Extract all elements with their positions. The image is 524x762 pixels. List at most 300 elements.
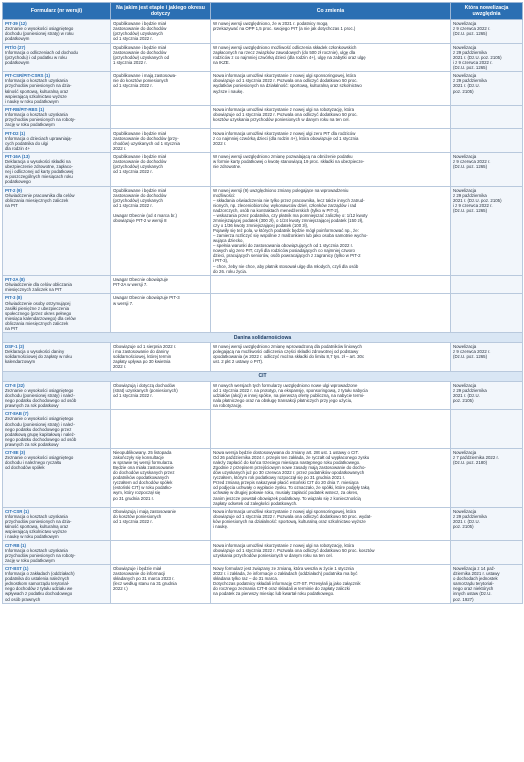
form-code: CIT-8 (32) [5,382,25,388]
form-description-line: Zeznanie o wysokości osiągniętego [5,455,74,461]
form-description [5,193,108,208]
stage-line: zastosowanie do dochodów [113,192,167,198]
change-line: W nowej wersji uwzględniono możliwość odliczenia składek członkowskich [213,44,357,50]
change-cell [211,381,451,410]
form-cell [3,410,111,449]
law-cell [451,152,523,186]
stage-cell [111,43,211,72]
stage-cell [111,343,211,372]
form-description-line: od dochodów spółek [5,465,45,471]
form-description-line: Oświadczenie pracownika dla celów [5,192,75,198]
table-row [3,43,523,72]
form-description-line: prawnych za rok podatkowy [5,402,59,408]
change-line: Nowa informacja umożliwi skorzystanie z nowej ulgi zero PIT dla rodziców [213,130,356,136]
stage-line: Opublikowane i będzie miał [113,130,166,136]
stage-line: (estoński CIT) w roku podatko- [113,485,173,491]
change-cell [211,410,451,449]
stage-line: Opublikowane i mają zastosowa- [113,73,177,79]
stage-cell [111,294,211,333]
stage-line: składanych po 31 marca 2023 r. [113,576,175,582]
stage-line: od 1 stycznia 2022 r. [113,83,153,89]
law-line: (Dz.U. poz. 2180) [453,460,488,466]
change-cell [211,565,451,604]
header-stage: Na jakim jest etapie i jakiego okresu dotyczy [111,3,211,20]
form-code: PIT-D2 (1) [5,130,26,136]
table-row [3,410,523,449]
law-line: z 29 października [453,49,487,55]
table-row [3,186,523,275]
stage-line: Obowiązują i mają zastosowanie [113,509,177,514]
change-line: na robotyzację. [213,402,243,408]
form-description-line: Deklaracja o wysokości składki na [5,159,71,165]
change-line: – chce, żeby nie chce, aby płatnik stosował ulgę dla młodych, czyli dla osób [213,263,359,269]
stage-line: solidarnościowej, której termin [113,354,172,360]
change-line: Zgodnie z przepisem przejściowym nowe zasady mają zastosowanie do docho- [213,465,366,471]
table-row [3,275,523,294]
form-description-line: nego podatku dochodowego od osób [5,436,77,442]
change-line: ryczałtem, którym rok podatkowy rozpoczął się po 31 grudnia 2021 r. [213,475,346,481]
change-line: obowiązuje od 1 stycznia 2022 r. Pozwala ona odliczyć dodatkowo 50 proc. kosztów [213,547,375,553]
change-line: 2022 r. [213,140,227,146]
stage-cell [111,507,211,541]
section-header-row [3,333,523,343]
form-description-line: nej i odliczonej od karty podatkowej [5,169,74,175]
stage-line: od 1 stycznia 2022 r. [113,519,153,525]
form-description-line: podatkową grupę kapitałową i należ- [5,431,76,437]
header-form: Formularz (nr wersji) [3,3,111,20]
change-cell [211,507,451,541]
law-line: poz. 1927) [453,596,474,602]
change-line: – spełnia warunki do zastosowania obowiązujących od 1 stycznia 2022 r. [213,243,354,249]
stage-line: (strat) uzyskanych (poniesionych) [113,387,178,393]
change-line: wująca dziecko, [213,238,244,244]
form-description [5,416,108,446]
law-line: 2021 r. (Dz.U. poz. 2105) [453,197,502,203]
law-line: Nowelizacja [453,21,477,27]
change-line: do 26. roku życia. [213,268,248,274]
change-line: zapłaconych na rzecz związków zawodowych (do 500 zł rocznie), ulgę dla [213,49,356,55]
form-cell [3,152,111,186]
form-description-line: kalendarzowym [5,359,36,365]
law-line: 2021 r. (Dz.U. [453,519,480,525]
law-cell [451,43,523,72]
form-description-line: Informacja o kosztach uzyskania [5,547,68,553]
stage-line: zastosowanie do dochodów [113,159,167,165]
form-description-line: łalność sportową, kulturalną oraz [5,88,69,94]
law-line: i z 9 czerwca 2022 r. [453,202,493,208]
form-description-line: dochodu i należnego ryczałtu [5,460,62,466]
change-line: składana tylko raz – do 31 marca. [213,576,278,582]
form-cell [3,43,111,72]
change-line: – zamierza rozliczyć się wspólnie z małżonkiem lub jako osoba samotnie wycho- [213,233,368,239]
stage-cell [111,565,211,604]
form-description [5,78,108,103]
stage-line: 2022 r.) [113,586,128,592]
stage-line: (przychodów) uzyskanych od [113,54,170,60]
change-line: uchwałę w drugiej połowie roku, musiały zapłacić podatek wstecz, za okres, [213,490,359,496]
form-description-line: Informacja o dzieciach uprawniają- [5,135,72,141]
change-line: obowiązuje od 1 stycznia 2022 r. Pozwala ona odliczyć dodatkowo 50 proc. wydat- [213,514,372,520]
form-description-line: łalność sportową, kulturalną oraz [5,524,69,530]
stage-line: zapłaty upływa po 30 kwietnia [113,359,171,365]
change-line: Nowa informacja umożliwi skorzystanie z nowej ulgi sponsoringowej, która [213,73,356,79]
law-line: z 9 czerwca 2022 r. [453,349,491,355]
table-row [3,105,523,129]
law-cell [451,72,523,106]
stage-cell [111,105,211,129]
change-line: – wskazania przez podatnika, czy płatnik ma pomniejszać zaliczkę o: 1/12 kwoty [213,213,368,219]
form-description-line: podatkowym [5,59,30,65]
change-line: obowiązuje od 1 stycznia 2022 r. Pozwala ona odliczyć dodatkowo 50 proc. [213,112,358,118]
form-cell [3,129,111,153]
form-description-line: na PIT [5,202,18,208]
stage-line: zastosowanie do dochodów (przy- [113,135,179,141]
law-cell [451,343,523,372]
stage-line: (przychodów) uzyskanych [113,197,163,203]
stage-line: (przychodów) uzyskanych [113,31,163,37]
form-description-line: w poszczególnych miesiącach roku [5,174,73,180]
change-line: czy o 1/36 kwoty zmniejszającej podatek (100 zł), [213,223,309,229]
stage-line: 2022 r. [113,364,127,370]
law-cell [451,275,523,294]
form-description-line: wspierającą szkolnictwo wyższe [5,93,67,99]
stage-cell [111,410,211,449]
law-line: z 9 czerwca 2022 r. [453,159,491,165]
law-cell [451,186,523,275]
law-cell [451,507,523,541]
header-change: Co zmienia [211,3,451,20]
change-line: przekazywać na OPP 1,5 proc. swojego PIT (a nie jak dotychczas 1 proc.) [213,26,356,32]
form-description [5,548,108,563]
stage-line: od 1 stycznia 2022 r. [113,169,153,175]
law-line: Nowelizacja [453,344,477,350]
stage-line: nie do kosztów poniesionych [113,78,169,84]
change-line: i PIT-3), [213,258,229,264]
form-description-line: Zeznanie o wysokości osiągniętego [5,387,74,393]
stage-line: zakończyły się konsultacje [113,455,164,461]
form-description-line: przychodów poniesionych na dzia- [5,519,72,525]
table-row [3,343,523,372]
stage-line: chodów) uzyskanych od 1 stycznia [113,140,180,146]
law-line: (Dz.U. poz. 1265) [453,31,488,37]
form-description-line: cych podatnika do ulgi [5,140,48,146]
stage-line: po 31 grudnia 2021 r. [113,495,155,501]
stage-line: Obowiązuje i będzie miał [113,566,162,572]
law-cell [451,294,523,333]
law-line: (Dz.U. poz. 1265) [453,64,488,70]
stage-cell [111,381,211,410]
stage-line: w wersji 7. [113,300,134,306]
table-row [3,294,523,333]
stage-cell [111,72,211,106]
form-description-line: Informacja o odliczeniach od dochodu [5,49,78,55]
change-cell [211,343,451,372]
form-description [5,159,108,184]
stage-line: Będzie ona miała zastosowanie [113,465,174,471]
change-line: W nowej wersji uwzględniono zmianę wprowadzoną dla podatników liniowych [213,344,362,350]
form-description-line: Informacja o kosztach uzyskania [5,112,68,118]
change-line: możliwości: [213,192,236,198]
law-line: poz. 2105) [453,88,474,94]
section-title: CIT [3,371,523,381]
form-description-line: podatkowym [5,36,30,42]
form-description-line: przychodów poniesionych na roboty- [5,117,76,123]
stage-line: do kosztów poniesionych [113,514,162,520]
form-description-line: jednostkom samorządu terytorial- [5,581,70,587]
change-cell [211,129,451,153]
form-cell [3,507,111,541]
form-code: CIT-BST (1) [5,566,29,572]
form-description-line: przychodów poniesionych na roboty- [5,552,76,558]
form-code: CIT-8AB (7) [5,411,29,417]
law-cell [451,410,523,449]
stage-line: (lecz według stanu na 31 grudnia [113,581,177,587]
law-line: poz. 2105) [453,397,474,403]
stage-cell [111,152,211,186]
form-description-line: nego podatku dochodowego przez [5,426,72,432]
stage-line: od 1 stycznia 2022 r. [113,202,153,208]
header-law: Która nowelizacja uwzględnia [451,3,523,20]
stage-line: w sprawie tej wersji formularza. [113,460,174,466]
stage-line: do dochodów uzyskanych przez [113,470,175,476]
form-description-line: Oświadczenie dla celów obliczania [5,282,72,288]
stage-cell [111,541,211,565]
change-line: Pojawiły się też pola, w których podatnik będzie mógł poinformować np., że: [213,228,359,234]
stage-line: Opublikowane i będzie miał [113,154,166,160]
form-description [5,301,108,331]
law-line: Nowelizacja [453,450,477,456]
law-line: i z 9 czerwca 2022 r. [453,59,493,65]
stage-line: Uwaga! Obecnie obowiązuje [113,276,169,282]
form-description-line: ubezpieczenie zdrowotne, zapłaco- [5,164,73,170]
forms-changes-table [2,2,523,604]
table-body [3,20,523,604]
law-cell [451,20,523,44]
stage-cell [111,275,211,294]
change-line: dów uzyskanych już po 30 czerwca 2022 r. przez podatników opodatkowanych [213,470,365,476]
change-line: zmniejszającej podatek (300 zł), o 1/24 kwoty zmniejszającej podatek (150 zł), [213,218,364,224]
change-line: 2022 r. i zakłada, że informacje o zakładach (oddziałach) podatnika ma być [213,571,358,577]
law-line: o dochodach jednostek [453,576,498,582]
form-description-line: Informacja o kosztach uzyskania [5,78,68,84]
table-row [3,152,523,186]
form-description-line: Oświadczenie osoby otrzymującej [5,300,71,306]
change-line: Nowa informacja umożliwi skorzystanie z nowej ulgi na robotyzację, która [213,542,354,548]
stage-line: zastosowanie do dochodów [113,49,167,55]
form-description [5,26,108,41]
change-cell [211,186,451,275]
form-cell [3,186,111,275]
stage-line: Obowiązuje od 1 sierpnia 2022 r. [113,344,177,350]
form-cell [3,343,111,372]
law-line: Nowelizacja z 14 paź- [453,566,496,572]
change-cell [211,43,451,72]
change-line: Nowa informacja umożliwi skorzystanie z nowej ulgi sponsoringowej, która [213,509,356,514]
change-line: nionych, np. zleceniobiorców, wykonawców dzieł, członków zarządów i rad [213,202,357,208]
change-line: Nowa informacja umożliwi skorzystanie z nowej ulgi na robotyzację, która [213,107,354,113]
form-cell [3,20,111,44]
form-description-line: miesiąca kalendarzowego) dla celów [5,315,76,321]
change-line: uzyskania przychodów poniesionych w danym roku na ten cel. [213,552,333,558]
change-line: na podatek za pierwszy miesiąc lub kwartał roku podatkowego. [213,591,335,597]
stage-line: i ma zastosowanie do daniny [113,349,169,355]
change-line: Nowy formularz jest związany ze zmianą, która weszła w życie 1 stycznia [213,566,354,572]
form-code: PIT-3 (8) [5,295,22,301]
form-description-line: nego dochodów z tytułu udziału we [5,586,73,592]
form-description [5,388,108,408]
table-row [3,72,523,106]
change-line: i naukę. [213,524,229,530]
change-line: Dotychczas podatnicy składali informację CIT-ST. Przesyłali ją jako załącznik [213,581,361,587]
change-line: wydatków poniesionych na działalność: sportową, kulturalną oraz szkolnictwo [213,83,362,89]
stage-line: podatników opodatkowanych [113,475,169,481]
form-description-line: przychodów poniesionych na dzia- [5,83,72,89]
form-description-line: wpływach z podatku dochodowego [5,591,73,597]
form-description-line: podatnika do ustalenia należnych [5,576,70,582]
change-cell [211,275,451,294]
law-line: 2021 r. (Dz.U. [453,392,480,398]
change-line: kosztów uzyskania przychodów poniesionych w danym roku na ten cel. [213,117,350,123]
law-line: poz. 2105) [453,524,474,530]
form-description-line: wspierającą szkolnictwo wyższe [5,529,67,535]
law-line: 2021 r. (Dz.U. poz. 2105) [453,54,502,60]
law-line: samorządu terytorial- [453,581,494,587]
form-description-line: (przychodu) i od podatku w roku [5,54,67,60]
form-cell [3,105,111,129]
change-line: nie zdrowotne. [213,164,242,170]
change-line: w formie karty podatkowej o kwotę stanowiącą 19 proc. składki na ubezpiecze- [213,159,365,165]
change-line: W nowej wersji uwzględniono, że w 2021 r. podatnicy mogą [213,21,328,27]
form-description [5,571,108,601]
form-code: CIT-8E (3) [5,450,26,456]
stage-line: zastosowanie do dochodów [113,26,167,32]
law-line: (Dz.U. poz. 1265) [453,207,488,213]
form-description-line: podatkowego [5,179,31,185]
form-cell [3,294,111,333]
table-row [3,541,523,565]
change-cell [211,105,451,129]
table-row [3,448,523,507]
form-cell [3,448,111,507]
form-description-line: miesięcznych zaliczek na PIT [5,287,62,293]
change-line: dzieci, pracujących seniorów, osób powracających z zagranicy (tylko w PIT-2 [213,253,361,259]
law-cell [451,381,523,410]
section-title: Danina solidarnościowa [3,333,523,343]
stage-line: Nieopublikowany. 25 listopada [113,450,172,456]
form-description-line: dochodu (poniesionej straty) i należ- [5,421,75,427]
table-row [3,20,523,44]
form-code: PIT/O (27) [5,44,26,50]
stage-line: (przychodów) uzyskanych [113,164,163,170]
change-line: ków poniesionych na działalność: sportową, kulturalną oraz szkolnictwo wyższe [213,519,366,525]
form-cell [3,275,111,294]
change-line: obowiązuje od 1 stycznia 2022 r. Pozwala ona odliczyć dodatkowo 50 proc. [213,78,358,84]
law-line: (Dz.U. poz. 1265) [453,354,488,360]
form-code: DSF-1 (2) [5,344,25,350]
change-line: Od 26 października 2024 r. przepis ten zakłada, że ryczałt od wypłaconego zysku [213,455,370,461]
form-description-line: nego podatku dochodowego od osób [5,397,77,403]
header-row [3,3,523,20]
table-row [3,129,523,153]
stage-line: od 1 stycznia 2022 r. [113,392,153,398]
law-line: (Dz.U. poz. 1265) [453,164,488,170]
form-description-line: i naukę w roku podatkowym [5,98,59,104]
law-cell [451,105,523,129]
change-line: nadzorczych, osób na kontraktach menedżerskich (tylko w PIT-2), [213,207,340,213]
change-cell [211,72,451,106]
stage-line: Obowiązują i dotyczą dochodów [113,382,176,388]
stage-line: od 1 stycznia 2022 r. [113,36,153,42]
change-line: polegającą na możliwości odliczenia części składki zdrowotnej od podstawy [213,349,359,355]
change-line: nowych ulg zero PIT, czyli dla rodziców posiadających co najmniej czworo [213,248,355,254]
law-line: Nowelizacja [453,509,477,514]
stage-cell [111,448,211,507]
form-description-line: na PIT [5,325,18,331]
law-line: z 29 października [453,78,487,84]
change-line: z co najmniej czwórką dzieci (dla rodzin 4+), która obowiązuje od 1 stycznia [213,135,359,141]
change-line: ust. 2 pkt 2 ustawy o PIT). [213,359,264,365]
change-cell [211,448,451,507]
section-header-row [3,371,523,381]
change-line: od podjęcia uchwały o wypłacie zysku. To oznaczało, że spółki, które podjęły taką [213,485,370,491]
form-description-line: społecznego (przez okres pełnego [5,310,72,316]
form-code: CIT-RB (1) [5,542,26,548]
law-line: 2021 r. (Dz.U. [453,83,480,89]
law-line: Nowelizacja [453,73,477,79]
change-line: opodatkowania (w 2022 r. odliczyć można składki do limitu 8,7 tys. zł – art. 30c [213,354,365,360]
change-cell [211,20,451,44]
form-code: PIT-2A (8) [5,276,25,282]
form-code: PIT-RB/PIT-RBS (1) [5,107,45,113]
law-cell [451,448,523,507]
stage-line: Opublikowane i będzie miał [113,44,166,50]
form-description-line: solidarnościowej do zapłaty w roku [5,354,72,360]
form-description-line: zację w roku podatkowym [5,557,55,563]
form-code: PIT-16A (13) [5,154,30,160]
stage-line: obowiązuje PIT-2 w wersji 8 [113,218,167,224]
change-line: udziałów (akcji) w innej spółce, na pierwszą ofertę publiczną, na nabycie termi- [213,392,365,398]
law-line: innych ustaw (Dz.U. [453,591,492,597]
stage-line: wym, który rozpoczął się [113,490,161,496]
law-line: dziernika 2021 r. ustawy [453,571,500,577]
form-description-line: dochodu (poniesionej straty) i należ- [5,392,75,398]
law-line: Nowelizacja [453,187,477,193]
form-description-line: dochodu (poniesionej straty) w roku [5,31,74,37]
law-line: Nowelizacja [453,382,477,388]
stage-cell [111,186,211,275]
form-cell [3,565,111,604]
law-line: Nowelizacja [453,44,477,50]
law-line: z 29 października [453,514,487,520]
form-code: PIT-CSR/PIT-CSRS (1) [5,73,50,79]
law-line: z 7 października 2022 r. [453,455,499,461]
form-description-line: obliczania miesięcznych zaliczek [5,320,69,326]
change-line: W nowej wersji uwzględniono zmianę pozwalającą na obniżenie podatku [213,154,353,160]
change-line: – składania oświadczenia nie tylko przez pracownika, lecz także innych zatrud- [213,197,365,203]
form-description [5,514,108,539]
form-description [5,112,108,127]
form-description-line: Deklaracja o wysokości daniny [5,349,65,355]
form-description-line: obliczania miesięcznych zaliczek [5,197,69,203]
stage-line: Uwaga! Obecnie obowiązuje PIT-3 [113,295,180,301]
form-cell [3,72,111,106]
form-description-line: Informacja o kosztach uzyskania [5,514,68,520]
change-line: zapłaty odsetek od zaległości podatkowych. [213,500,298,506]
change-line: na IKZE. [213,59,230,65]
change-line: Przed zmianą przepis nakazywał płacić estoński CIT do 20 dnia 7. miesiąca [213,480,359,486]
form-description [5,136,108,151]
change-line: wyższe i naukę. [213,88,244,94]
